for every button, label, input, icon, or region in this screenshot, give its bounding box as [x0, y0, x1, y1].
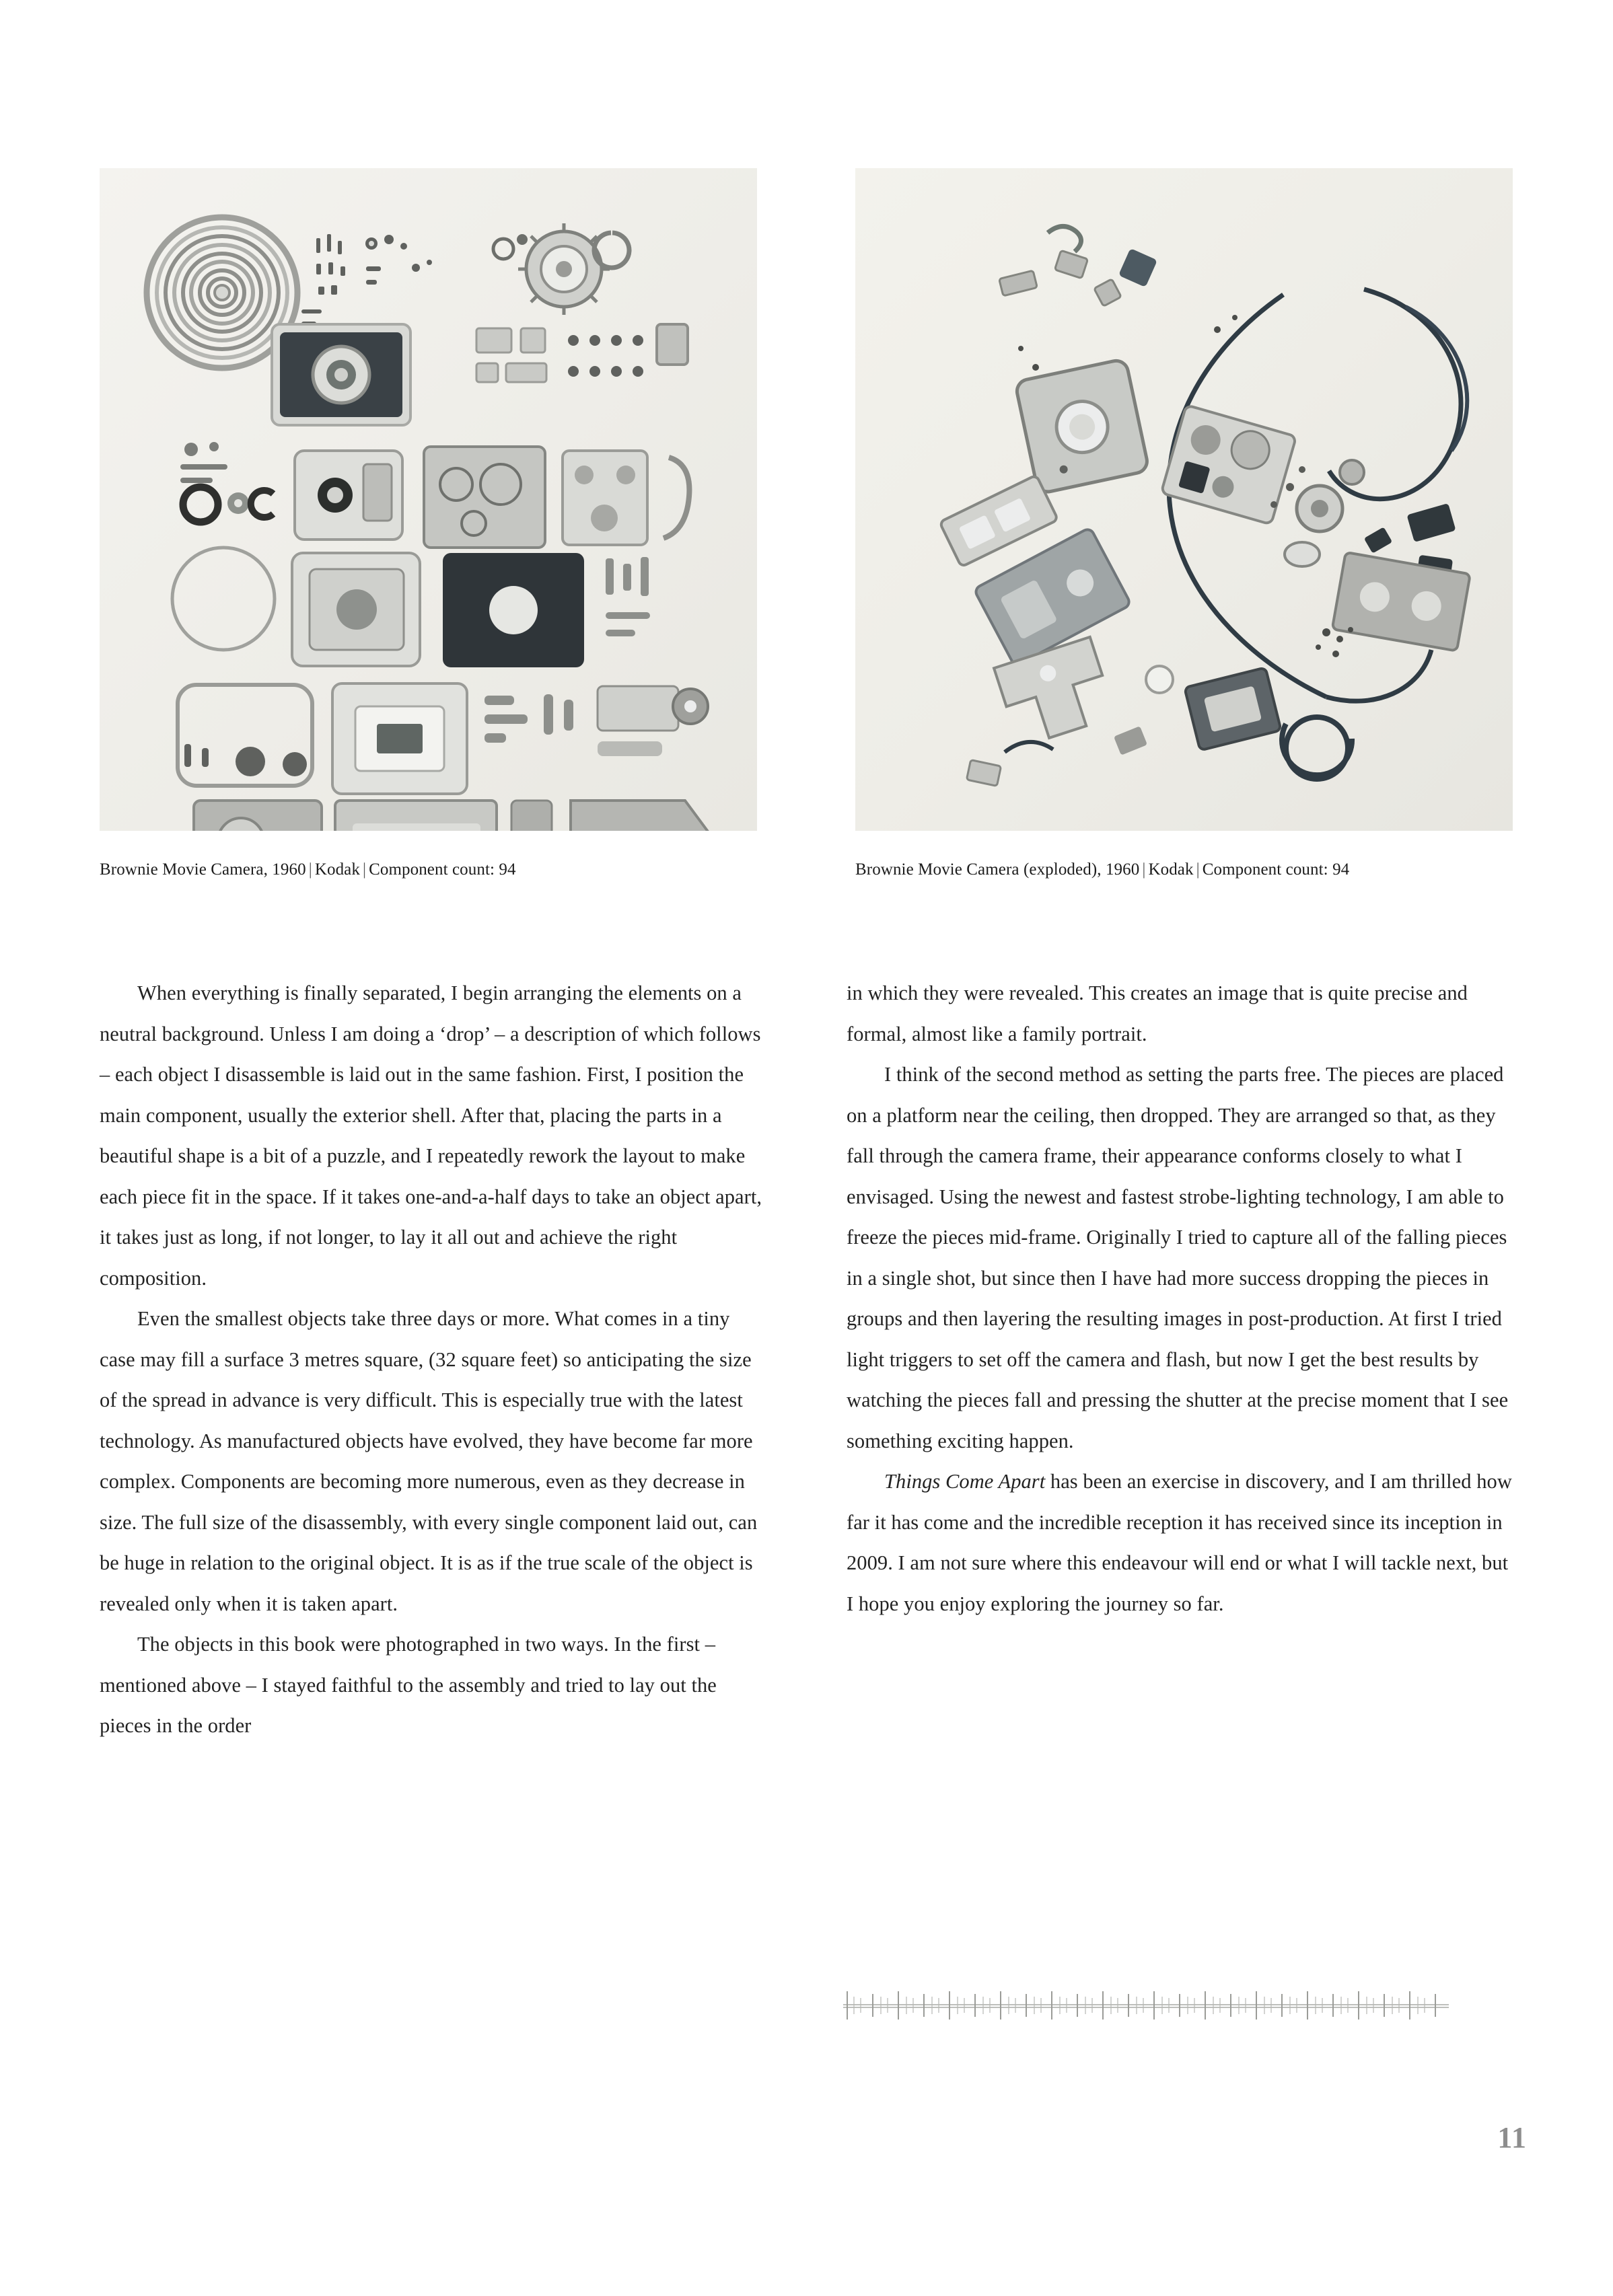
brownie-movie-camera-exploded-photo	[855, 168, 1513, 831]
caption-component-count: Component count: 94	[369, 860, 516, 879]
caption-title: Brownie Movie Camera (exploded), 1960	[855, 860, 1140, 879]
caption-right	[855, 860, 1513, 879]
caption-left	[100, 860, 757, 879]
brownie-movie-camera-disassembled-photo	[100, 168, 757, 831]
plate-left	[100, 168, 757, 879]
paragraph: Even the smallest objects take three days or more. What comes in a tiny case may fill a surface 3 metres square, (32 square feet) so anticipating the size of the spread in advance is very difficult. This is especially true with the latest technology. As manufactured objects have evolved, they have become far more complex. Components are becoming more numerous, even as they decrease in size. The full size of the disassembly, with every single component laid out, can be huge in relation to the original object. It is as if the true scale of the object is revealed only when it is taken apart.	[100, 1307, 758, 1615]
paragraph-closing-rest: has been an exercise in discovery, and I am thrilled how far it has come and the incredible reception it has received since its inception in 2009. I am not sure where this endeavour will end or what I will tackle next, but I hope you enjoy exploring the journey so far.	[847, 1470, 1512, 1615]
text-columns	[100, 973, 1513, 1746]
paragraph: The objects in this book were photographed in two ways. In the first – mentioned above – I stayed faithful to the assembly and tried to lay out the pieces in the order	[100, 1633, 717, 1737]
caption-separator: |	[308, 860, 312, 879]
caption-separator: |	[1142, 860, 1146, 879]
caption-title: Brownie Movie Camera, 1960	[100, 860, 306, 879]
disassembled-parts-illustration	[100, 168, 757, 831]
caption-maker: Kodak	[1148, 860, 1194, 879]
paragraph: I think of the second method as setting the parts free. The pieces are placed on a platform near the ceiling, then dropped. They are arranged so that, as they fall through the camera frame, their appearance conforms closely to what I envisaged. Using the newest and fastest strobe-lighting technology, I am able to freeze the pieces mid-frame. Originally I tried to capture all of the falling pieces in a single shot, but since then I have had more success dropping the pieces in groups and then layering the resulting images in post-production. At first I tried light triggers to set off the camera and flash, but now I get the best results by watching the pieces fall and pressing the shutter at the precise moment that I see something exciting happen.	[847, 1063, 1509, 1452]
exploded-parts-illustration	[855, 168, 1513, 831]
caption-maker: Kodak	[314, 860, 360, 879]
plate-row	[100, 168, 1513, 879]
right-text-column	[847, 973, 1513, 1746]
caption-component-count: Component count: 94	[1202, 860, 1350, 879]
page-number: 11	[1497, 2121, 1527, 2154]
left-text-column	[100, 973, 766, 1746]
caption-separator: |	[362, 860, 367, 879]
paragraph-closing	[847, 1461, 1513, 1624]
paragraph: When everything is finally separated, I begin arranging the elements on a neutral background. Unless I am doing a ‘drop’ – a description of which follows – each object I disassemble is laid out in the same fashion. First, I position the main component, usually the exterior shell. After that, placing the parts in a beautiful shape is a bit of a puzzle, and I repeatedly rework the layout to make each piece fit in the space. If it takes one-and-a-half days to take an object apart, it takes just as long, if not longer, to lay it all out and achieve the right composition.	[100, 982, 762, 1290]
plate-right	[855, 168, 1513, 879]
decorative-hatched-rule	[843, 1980, 1449, 2025]
hatched-rule-icon	[843, 1980, 1449, 2025]
paragraph: in which they were revealed. This creates an image that is quite precise and formal, almost like a family portrait.	[847, 982, 1468, 1045]
book-title-italic: Things Come Apart	[884, 1470, 1046, 1493]
caption-separator: |	[1196, 860, 1200, 879]
